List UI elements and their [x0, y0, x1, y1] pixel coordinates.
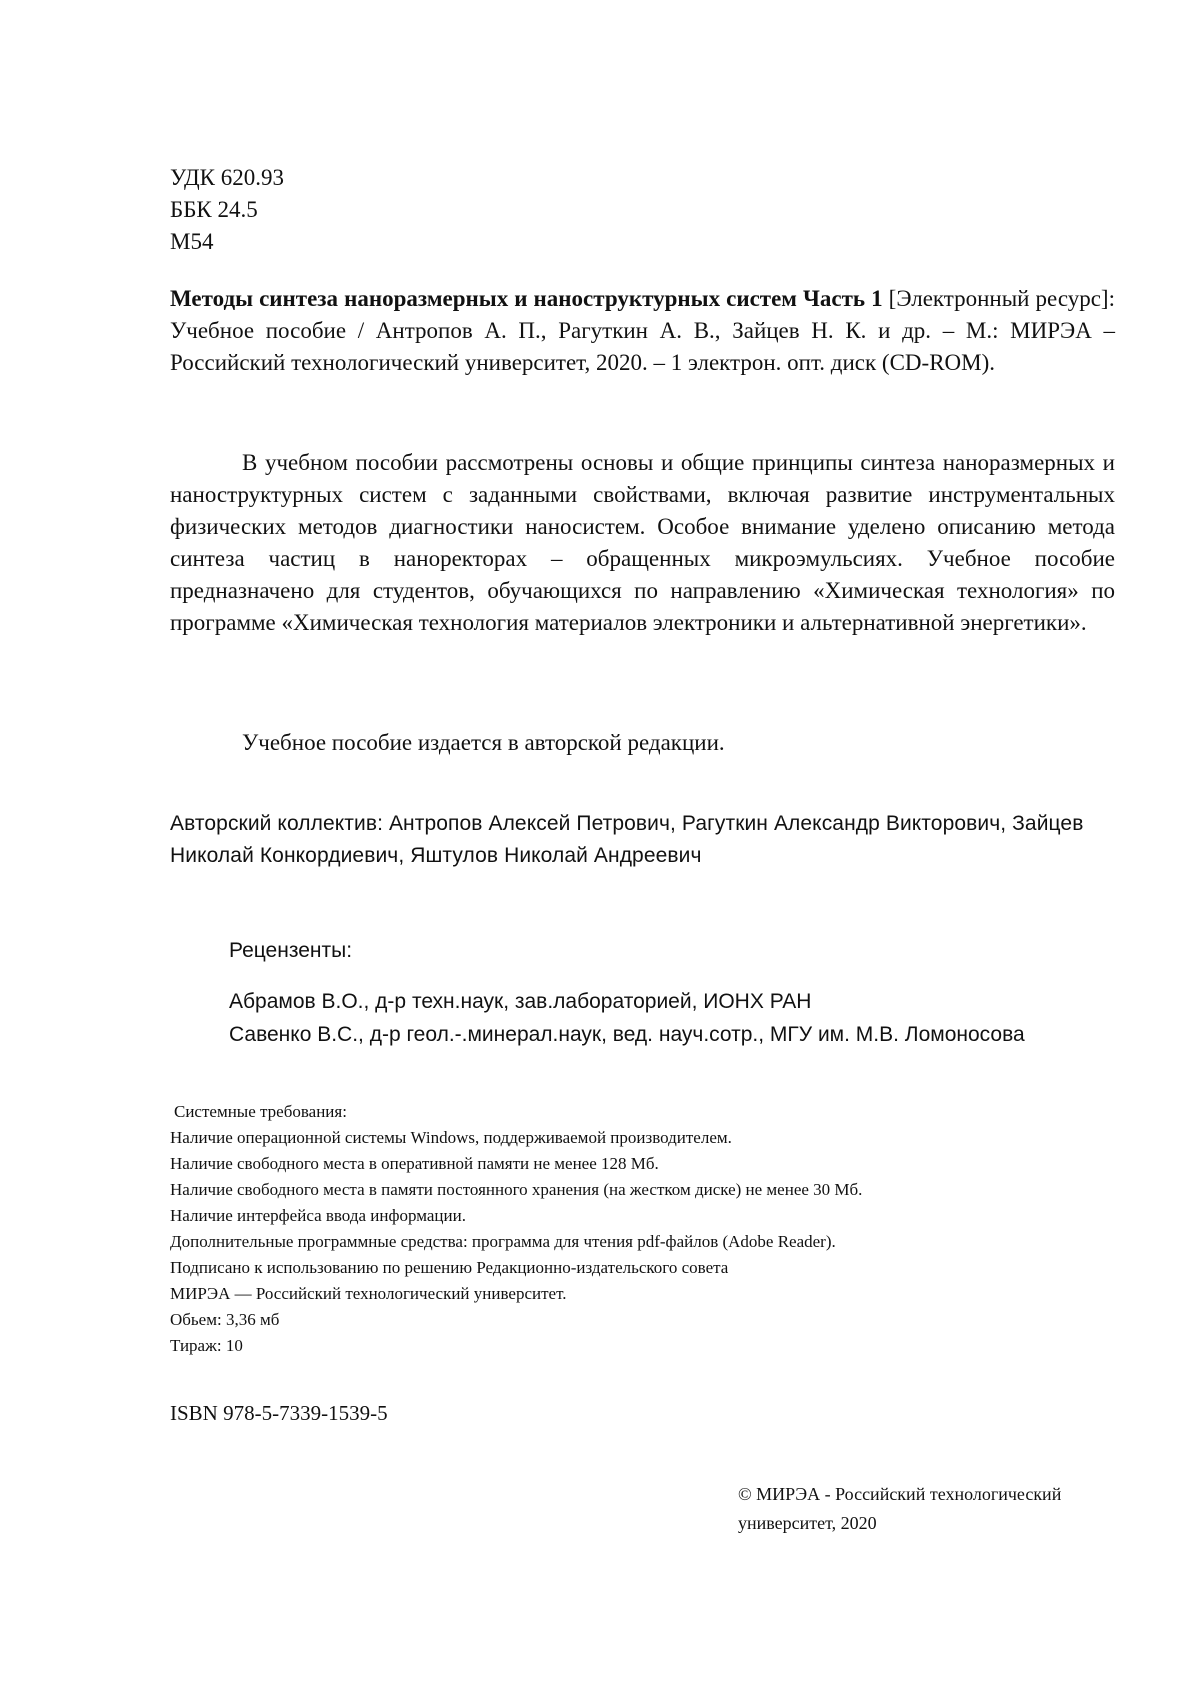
requirement-line: Наличие интерфейса ввода информации. — [170, 1206, 466, 1225]
requirement-line: Наличие свободного места в памяти постоянного хранения (на жестком диске) не менее 30 Мб. — [170, 1180, 863, 1199]
citation-details: [Электронный ресурс]: Учебное пособие / Антропов А. П., Рагуткин А. В., Зайцев Н. К. и др. – М.: МИРЭА – Российский технологический университет, 2020. – 1 электрон. опт. диск (CD-ROM). — [170, 286, 1115, 375]
author-mark: М54 — [170, 229, 214, 254]
udk-code: УДК 620.93 — [170, 165, 284, 190]
classification-codes — [170, 162, 1115, 258]
bbk-code: ББК 24.5 — [170, 197, 258, 222]
requirement-line: Тираж: 10 — [170, 1336, 243, 1355]
abstract-paragraph: В учебном пособии рассмотрены основы и общие принципы синтеза наноразмерных и наноструктурных систем с заданными свойствами, включая развитие инструментальных физических методов диагностики наносистем. Особое внимание уделено описанию метода синтеза частиц в наноректорах – обращенных микроэмульсиях. Учебное пособие предназначено для студентов, обучающихся по направлению «Химическая технология» по программе «Химическая технология материалов электроники и альтернативной энергетики». — [170, 450, 1115, 635]
requirement-line: Подписано к использованию по решению Редакционно-издательского совета — [170, 1258, 729, 1277]
requirement-line: Обьем: 3,36 мб — [170, 1310, 280, 1329]
authors-list: Авторский коллектив: Антропов Алексей Петрович, Рагуткин Александр Викторович, Зайцев Николай Конкордиевич, Яштулов Николай Андреевич — [170, 812, 1084, 867]
requirement-line: Наличие свободного места в оперативной памяти не менее 128 Мб. — [170, 1154, 659, 1173]
reviewers-list — [229, 985, 1129, 1051]
edition-note: Учебное пособие издается в авторской редакции. — [242, 730, 725, 755]
requirement-line: Наличие операционной системы Windows, поддерживаемой производителем. — [170, 1128, 732, 1147]
copyright-line: университет, 2020 — [738, 1513, 877, 1533]
copyright-line: © МИРЭА - Российский технологический — [738, 1484, 1062, 1504]
requirement-line: МИРЭА — Российский технологический университет. — [170, 1284, 567, 1303]
reviewer-item: Савенко В.С., д-р геол.-.минерал.наук, вед. науч.сотр., МГУ им. М.В. Ломоносова — [229, 1023, 1025, 1046]
reviewer-item: Абрамов В.О., д-р техн.наук, зав.лабораторией, ИОНХ РАН — [229, 990, 812, 1013]
isbn: ISBN 978-5-7339-1539-5 — [170, 1401, 388, 1425]
copyright-notice — [738, 1480, 1138, 1538]
system-requirements — [170, 1099, 1115, 1359]
requirement-line: Дополнительные программные средства: программа для чтения pdf-файлов (Adobe Reader). — [170, 1232, 836, 1251]
bibliographic-citation — [170, 283, 1115, 379]
book-title: Методы синтеза наноразмерных и наноструктурных систем Часть 1 — [170, 286, 883, 311]
reviewers-heading: Рецензенты: — [229, 939, 353, 962]
system-requirements-title: Системные требования: — [174, 1102, 347, 1121]
